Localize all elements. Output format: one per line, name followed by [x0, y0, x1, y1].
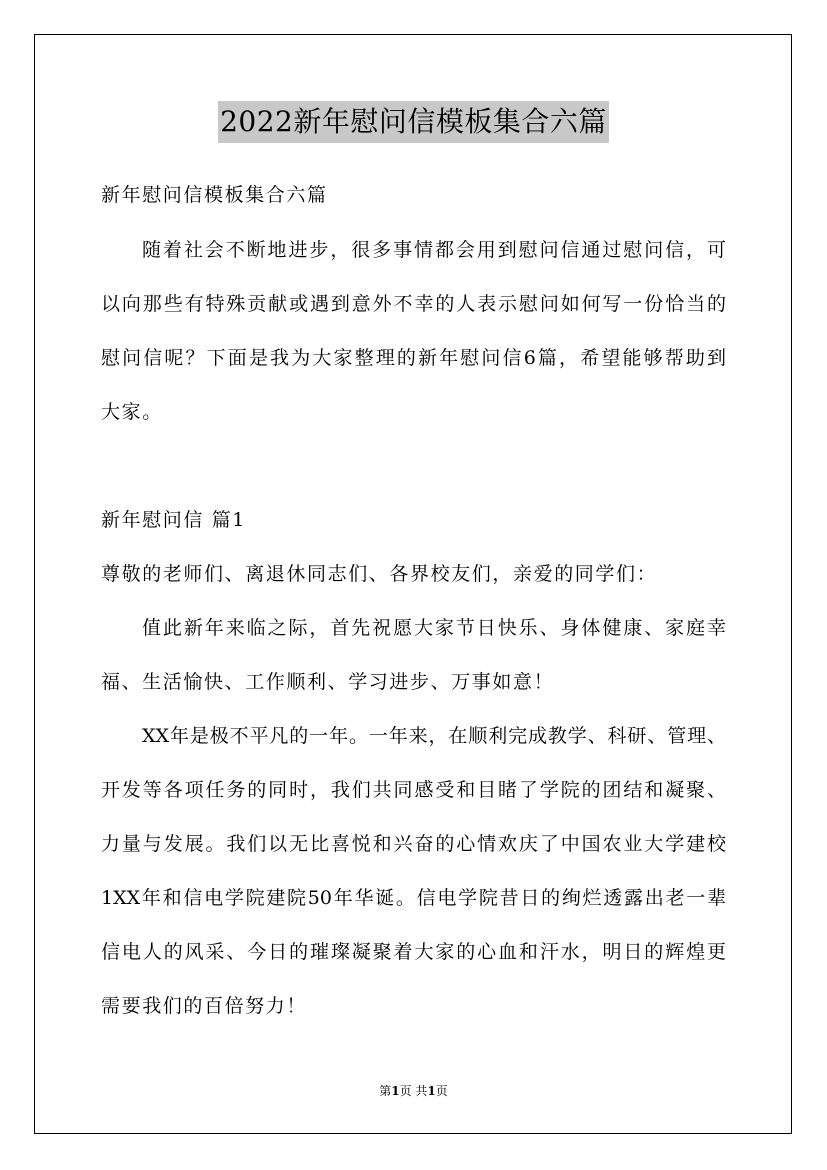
intro-line: 大家。: [101, 401, 163, 423]
footer-page-total: 1: [427, 1084, 436, 1098]
intro-line: 以向那些有特殊贡献或遇到意外不幸的人表示慰问如何写一份恰当的: [101, 293, 726, 315]
section-heading: 新年慰问信 篇1: [101, 509, 246, 531]
paragraph-line: 开发等各项任务的同时，我们共同感受和目睹了学院的团结和凝聚、: [101, 779, 726, 801]
paragraph-line: 福、生活愉快、工作顺利、学习进步、万事如意！: [101, 671, 555, 693]
paragraph-line: 值此新年来临之际，首先祝愿大家节日快乐、身体健康、家庭幸: [142, 617, 726, 639]
footer-page-mid: 页 共: [399, 1084, 428, 1098]
document-subtitle: 新年慰问信模板集合六篇: [101, 184, 328, 206]
paragraph-line: 力量与发展。我们以无比喜悦和兴奋的心情欢庆了中国农业大学建校: [101, 833, 726, 855]
paragraph-line: 需要我们的百倍努力！: [101, 995, 308, 1017]
intro-line: 随着社会不断地进步，很多事情都会用到慰问信通过慰问信，可: [142, 239, 726, 261]
document-title: 2022新年慰问信模板集合六篇: [218, 101, 609, 143]
paragraph-line: 1XX年和信电学院建院50年华诞。信电学院昔日的绚烂透露出老一辈: [101, 887, 726, 909]
footer-page-prefix: 第: [379, 1084, 392, 1098]
paragraph-line: XX年是极不平凡的一年。一年来，在顺利完成教学、科研、管理、: [142, 725, 726, 747]
intro-line: 慰问信呢？下面是我为大家整理的新年慰问信6篇，希望能够帮助到: [101, 347, 726, 369]
page-footer: [0, 1083, 827, 1099]
footer-page-suffix: 页: [435, 1084, 448, 1098]
salutation: 尊敬的老师们、离退休同志们、各界校友们，亲爱的同学们：: [101, 563, 658, 585]
title-container: [0, 101, 827, 143]
paragraph-line: 信电人的风采、今日的璀璨凝聚着大家的心血和汗水，明日的辉煌更: [101, 941, 726, 963]
footer-page-current: 1: [391, 1084, 400, 1098]
